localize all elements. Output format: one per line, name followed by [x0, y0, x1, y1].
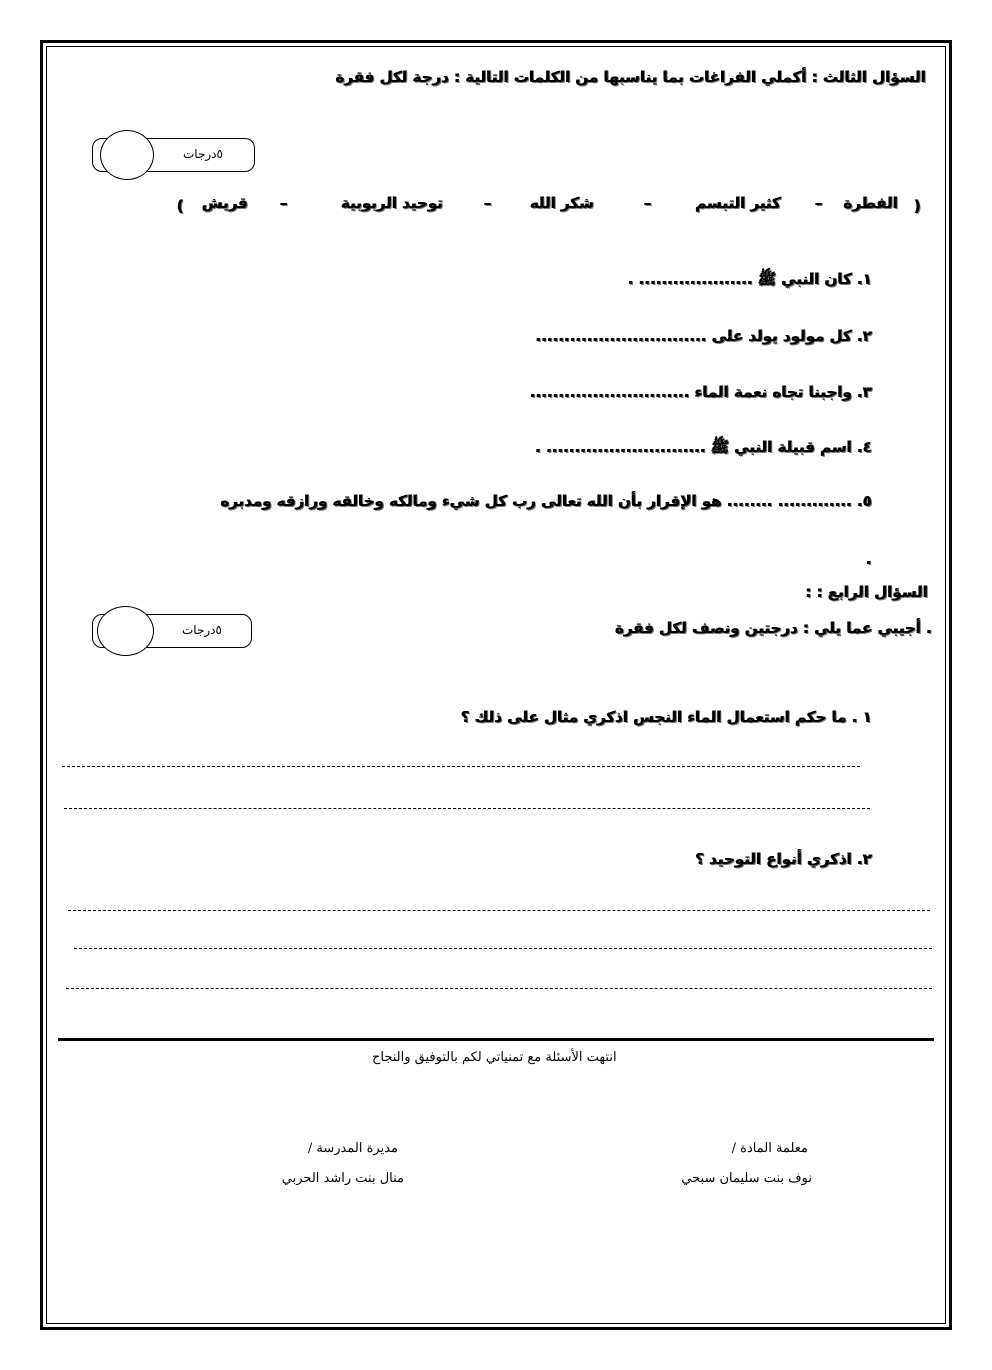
q4-title: السؤال الرابع : :	[805, 583, 928, 601]
q4-question-2: ٢. اذكري أنواع التوحيد ؟	[695, 850, 872, 868]
word-bank-open: (	[914, 197, 921, 215]
q3-grade-label: ٥درجات	[183, 147, 223, 161]
word-bank-word: توحيد الربوبية	[341, 194, 443, 212]
answer-line	[74, 948, 932, 949]
answer-line	[66, 988, 932, 989]
answer-line	[68, 910, 930, 911]
q3-item-1: ١. كان النبي ﷺ .................... .	[627, 270, 872, 288]
q3-item-3: ٣. واجبنا تجاه نعمة الماء ............................	[530, 383, 872, 401]
word-bank-sep: –	[280, 194, 288, 212]
q3-item-5: ٥. ............. ........ هو الإقرار بأن الله تعالى رب كل شيء ومالكه وخالقه ورازقه ومدبره	[220, 492, 872, 510]
principal-title: مديرة المدرسة /	[307, 1141, 398, 1156]
word-bank-word: الفطرة	[843, 194, 898, 212]
teacher-name: نوف بنت سليمان سبحي	[681, 1171, 812, 1186]
q3-grade-circle	[100, 130, 154, 180]
closing-message: انتهت الأسئلة مع تمنياتي لكم بالتوفيق والنجاح	[372, 1050, 617, 1065]
word-bank-word: كثير التبسم	[695, 194, 781, 212]
q3-item-2: ٢. كل مولود يولد على ..............................	[535, 327, 872, 345]
principal-name: منال بنت راشد الحربي	[281, 1171, 404, 1186]
q4-grade-label: ٥درجات	[182, 623, 222, 637]
word-bank-word: شكر الله	[529, 194, 594, 212]
q3-trailing-dot: .	[866, 550, 872, 568]
q4-question-1: ١ . ما حكم استعمال الماء النجس اذكري مثال على ذلك ؟	[461, 708, 872, 726]
word-bank-sep: –	[815, 194, 823, 212]
q3-item-4: ٤. اسم قبيلة النبي ﷺ ............................ .	[535, 438, 872, 456]
word-bank-word: قريش	[202, 194, 248, 212]
answer-line	[64, 808, 870, 809]
footer-divider	[58, 1038, 934, 1041]
q4-instruction: . أجيبي عما يلي : درجتين ونصف لكل فقرة	[615, 619, 932, 637]
word-bank-close: )	[177, 197, 184, 215]
word-bank-sep: –	[484, 194, 492, 212]
answer-line	[62, 766, 860, 767]
word-bank-sep: –	[644, 194, 652, 212]
teacher-title: معلمة المادة /	[731, 1141, 808, 1156]
page-border-inner	[46, 46, 946, 1324]
q4-grade-circle	[97, 606, 154, 656]
q3-title: السؤال الثالث : أكملي الفراغات بما يناسبها من الكلمات التالية : درجة لكل فقرة	[335, 68, 926, 86]
